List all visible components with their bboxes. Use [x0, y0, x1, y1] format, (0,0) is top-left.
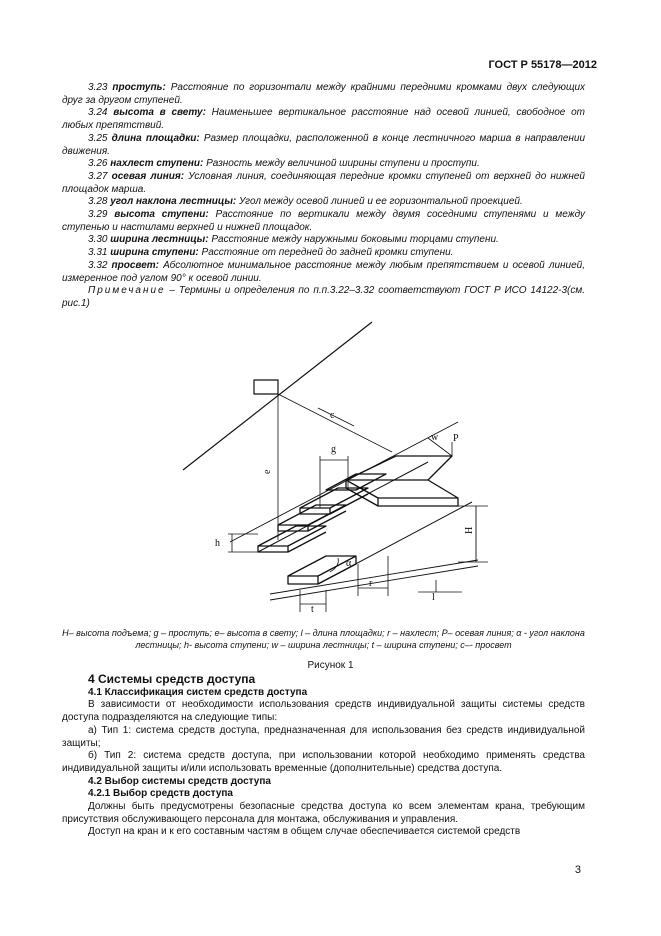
paragraph: Доступ на кран и к его составным частям в общем случае обеспечивается системой средств: [88, 826, 521, 838]
definition-item: 3.23 проступь: Расстояние по горизонтали между крайними передними кромками двух следующих друг за другом ступеней.: [62, 82, 586, 106]
definition-item: 3.29 высота ступени: Расстояние по вертикали между двумя соседними ступенями и между ступенью и настилами верхней и нижней площадок.: [62, 209, 586, 233]
section-title: 4 Системы средств доступа: [88, 672, 256, 686]
subsection-4-2: 4.2 Выбор системы средств доступа: [88, 775, 271, 787]
paragraph: а) Тип 1: система средств доступа, предназначенная для использования без средств индивидуальной защиты;: [62, 724, 585, 749]
ceiling-line: [183, 322, 372, 470]
label-t: t: [311, 604, 314, 615]
alpha-arc: [330, 558, 338, 572]
definition-item: 3.27 осевая линия: Условная линия, соединяющая передние кромки ступеней от верхней до нижней площадок марша.: [62, 170, 585, 195]
definition-item: 3.25 длина площадки: Размер площадки, расположенной в конце лестничного марша в направлении движения.: [62, 132, 586, 157]
definition-item: 3.32 просвет: Абсолютное минимальное расстояние между любым препятствием и осевой линией, измеренное под углом 90° к осевой линии.: [62, 259, 585, 284]
definition-item: 3.30 ширина лестницы: Расстояние между наружными боковыми торцами ступени.: [88, 234, 499, 246]
note-label: Примечание: [88, 285, 166, 297]
label-h: h: [215, 538, 220, 549]
definition-item: 3.31 ширина ступени: Расстояние от передней до задней кромки ступени.: [88, 247, 454, 259]
landing-top: [346, 456, 452, 480]
label-g: g: [331, 444, 336, 455]
figure-title: Рисунок 1: [307, 660, 354, 671]
label-alpha: α: [346, 558, 352, 569]
label-l: l: [432, 592, 435, 603]
definition-item: 3.26 нахлест ступени: Разность между величиной ширины ступени и проступи.: [88, 158, 480, 170]
subsection-4-1: 4.1 Классификация систем средств доступа: [88, 686, 308, 698]
label-w: w: [431, 432, 439, 443]
label-c: c: [330, 410, 335, 421]
subsection-4-2-1: 4.2.1 Выбор средств доступа: [88, 788, 233, 800]
paragraph: б) Тип 2: система средств доступа, при использовании которой необходимо применять средства индивидуальной защиты и/или использовать временные (дополнительные) средства доступа.: [62, 750, 585, 774]
step-4: [300, 488, 368, 514]
step-2: [258, 526, 326, 552]
axis-line-2: [270, 560, 478, 594]
definition-item: 3.24 высота в свету: Наименьшее вертикальное расстояние над осевой линией, свободное от любых препятствий.: [62, 107, 585, 132]
paragraph: Должны быть предусмотрены безопасные средства доступа ко всем элементам крана, требующим присутствия обслуживающего персонала для монтажа, обслуживания и управления.: [62, 801, 585, 825]
section-body: [62, 673, 585, 839]
page-number: 3: [574, 864, 581, 876]
paragraph: В зависимости от необходимости использования средств индивидуальной защиты системы средств доступа подразделяются на следующие типы:: [62, 699, 585, 724]
label-e: e: [262, 469, 273, 474]
obstruction-box: [254, 380, 278, 394]
note-text: – Термины и определения по п.п.3.22–3.32 соответствуют ГОСТ Р ИСО 14122-3(см. рис.1): [62, 285, 585, 309]
figure-caption: H– высота подъема; g – проступь; e– высота в свету; l – длина площадки; r – нахлест; P– осевая линия; α - угол наклона лестницы; h- высота ступени; w – ширина лестницы; t – ширина ступени; c–- просвет: [62, 628, 585, 650]
step-3: [278, 505, 346, 531]
axis-line-3: [270, 566, 478, 600]
top-landing: [346, 480, 458, 506]
axis-line: [230, 422, 458, 542]
label-H: H: [464, 526, 475, 534]
definition-item: 3.28 угол наклона лестницы: Угол между осевой линией и ее горизонтальной проекцией.: [88, 196, 523, 208]
label-r: r: [369, 578, 373, 589]
standard-header: ГОСТ Р 55178—2012: [488, 59, 597, 71]
label-P: P: [453, 433, 459, 444]
